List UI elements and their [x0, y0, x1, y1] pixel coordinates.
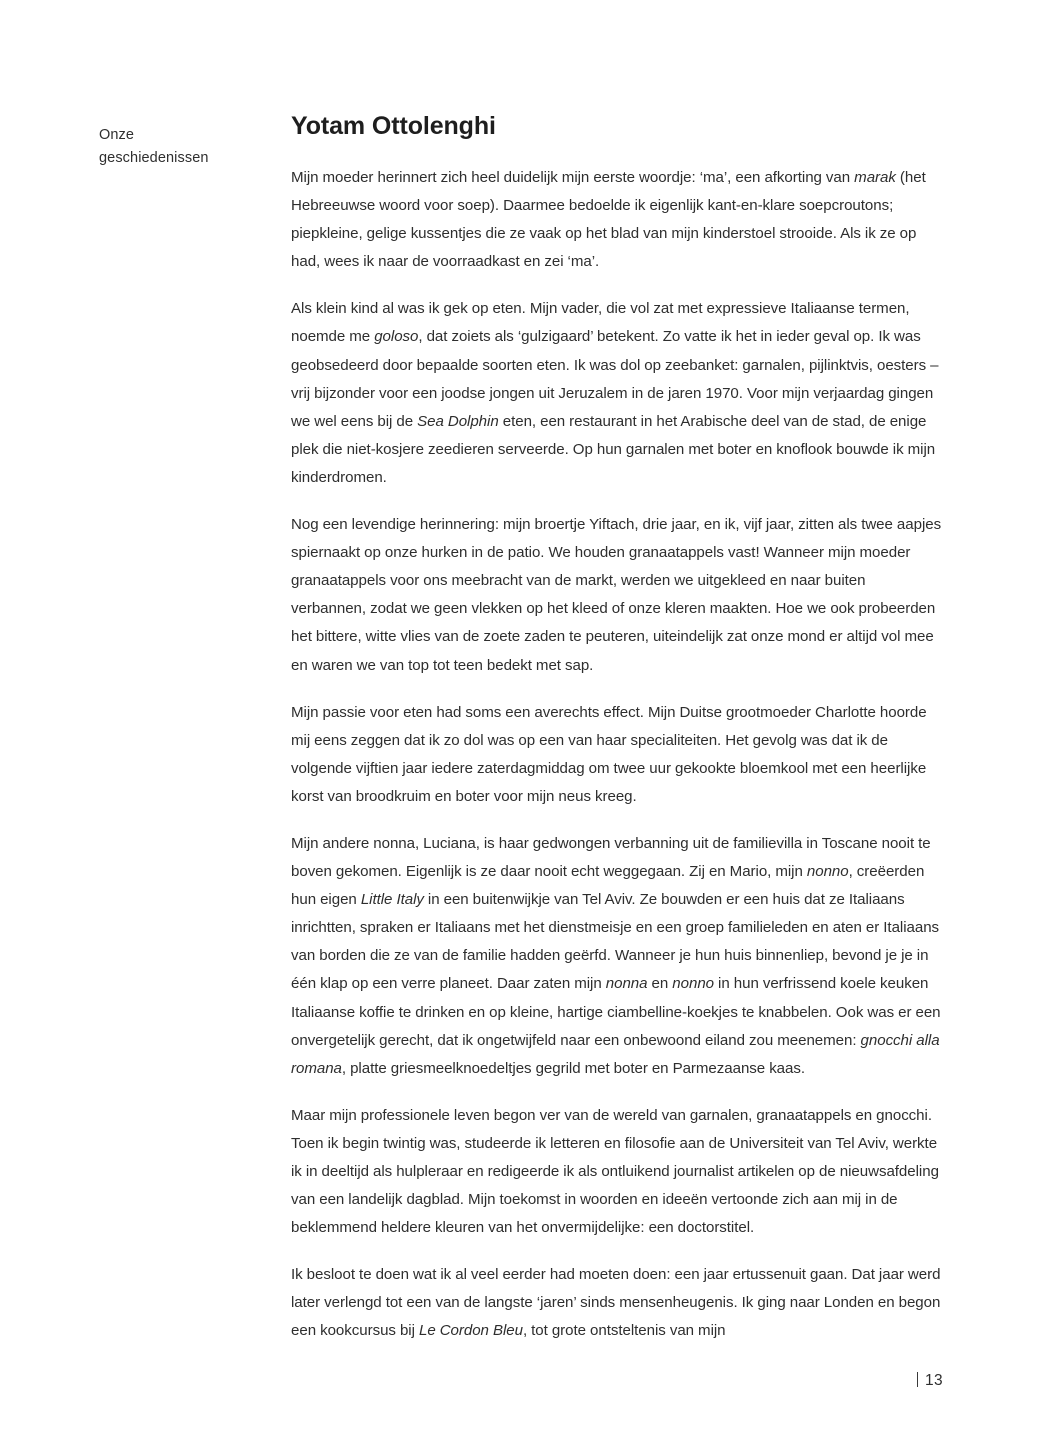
page-title: Yotam Ottolenghi — [291, 112, 496, 140]
body-paragraph: Mijn andere nonna, Luciana, is haar gedwongen verbanning uit de familievilla in Toscane nooit te boven gekomen. Eigenlijk is ze daar nooit echt weggegaan. Zij en Mario, mijn nonno, creëerden hun eigen Little Italy in een buitenwijkje van Tel Aviv. Ze bouwden er een huis dat ze Italiaans inrichtten, spraken er Italiaans met het dienstmeisje en een groep familieleden en aten er Italiaans van borden die ze van de familie hadden geërfd. Wanneer je hun huis binnenliep, bevond je je in één klap op een verre planeet. Daar zaten mijn nonna en nonno in hun verfrissend koele keuken Italiaanse koffie te drinken en op kleine, hartige ciambelline-koekjes te knabbelen. Ook was er een onvergetelijk gerecht, dat ik ongetwijfeld naar een onbewoond eiland zou meenemen: gnocchi alla romana, platte griesmeelknoedeltjes gegrild met boter en Parmezaanse kaas. — [291, 834, 941, 1077]
main-text-column — [291, 112, 943, 1346]
page-folio — [0, 1372, 943, 1390]
body-paragraph: Ik besloot te doen wat ik al veel eerder had moeten doen: een jaar ertussenuit gaan. Dat jaar werd later verlengd tot een van de langste ‘jaren’ sinds mensenheugenis. Ik ging naar Londen en begon een kookcursus bij Le Cordon Bleu, tot grote ontsteltenis van mijn — [291, 1266, 941, 1340]
margin-note-text — [99, 124, 274, 171]
folio-rule-icon — [917, 1372, 918, 1387]
folio-number: 13 — [924, 1372, 943, 1389]
body-paragraph: Maar mijn professionele leven begon ver van de wereld van garnalen, granaatappels en gnocchi. Toen ik begin twintig was, studeerde ik letteren en filosofie aan de Universiteit van Tel Aviv, werkte ik in deeltijd als hulpleraar en redigeerde ik als ontluikend journalist artikelen op de nieuwsafdeling van een landelijk dagblad. Mijn toekomst in woorden en ideeën vertoonde zich aan mij in de beklemmend heldere kleuren van het onvermijdelijke: een doctorstitel. — [291, 1106, 939, 1237]
body-paragraph: Als klein kind al was ik gek op eten. Mijn vader, die vol zat met expressieve Italiaanse termen, noemde me goloso, dat zoiets als ‘gulzigaard’ betekent. Zo vatte ik het in ieder geval op. Ik was geobsedeerd door bepaalde soorten eten. Ik was dol op zeebanket: garnalen, pijlinktvis, oesters – vrij bijzonder voor een joodse jongen uit Jeruzalem in de jaren 1970. Voor mijn verjaardag gingen we wel eens bij de Sea Dolphin eten, een restaurant in het Arabische deel van de stad, de enige plek die niet-kosjere zeedieren serveerde. Op hun garnalen met boter en knoflook bouwde ik mijn kinderdromen. — [291, 300, 939, 486]
margin-note-line-1: Onze — [99, 127, 135, 143]
margin-note — [99, 124, 274, 171]
body-paragraph: Mijn moeder herinnert zich heel duidelijk mijn eerste woordje: ‘ma’, een afkorting van marak (het Hebreeuwse woord voor soep). Daarmee bedoelde ik eigenlijk kant-en-klare soepcroutons; piepkleine, gelige kussentjes die ze vaak op het blad van mijn kinderstoel strooide. Als ik ze op had, wees ik naar de voorraadkast en zei ‘ma’. — [291, 169, 926, 271]
body-paragraph: Mijn passie voor eten had soms een averechts effect. Mijn Duitse grootmoeder Charlotte hoorde mij eens zeggen dat ik zo dol was op een van haar specialiteiten. Het gevolg was dat ik de volgende vijftien jaar iedere zaterdagmiddag om twee uur gekookte bloemkool met een heerlijke korst van broodkruim en boter voor mijn neus kreeg. — [291, 703, 927, 805]
margin-note-line-2: geschiedenissen — [99, 150, 209, 167]
body-paragraph: Nog een levendige herinnering: mijn broertje Yiftach, drie jaar, en ik, vijf jaar, zitten als twee aapjes spiernaakt op onze hurken in de patio. We houden granaatappels vast! Wanneer mijn moeder granaatappels voor ons meebracht van de markt, werden we uitgekleed en naar buiten verbannen, zodat we geen vlekken op het kleed of onze kleren maakten. Hoe we ook probeerden het bittere, witte vlies van de zoete zaden te peuteren, uiteindelijk zat onze mond er altijd vol mee en waren we van top tot teen bedekt met sap. — [291, 516, 942, 674]
